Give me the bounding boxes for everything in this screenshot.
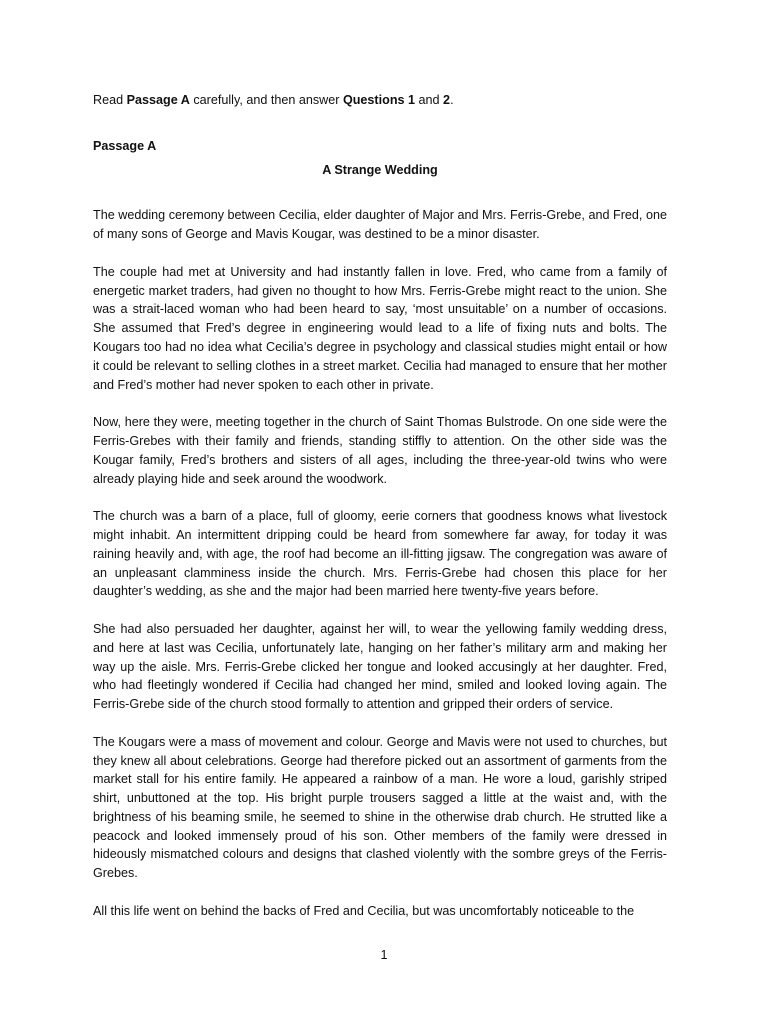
instruction-text: Read — [93, 93, 127, 107]
page-number: 1 — [380, 948, 388, 962]
instruction-text: carefully, and then answer — [189, 93, 343, 107]
instruction-question-2-ref: 2 — [443, 93, 451, 107]
instruction-passage-ref: Passage A — [126, 93, 190, 107]
paragraph: The wedding ceremony between Cecilia, elder daughter of Major and Mrs. Ferris-Grebe, and Fred, one of many sons of George and Mavis Kougar, was destined to be a minor disaster. — [93, 208, 667, 242]
paragraph: The couple had met at University and had instantly fallen in love. Fred, who came from a family of energetic market traders, had given no thought to how Mrs. Ferris-Grebe might react to the union. She was a strait-laced woman who had been heard to say, ‘most unsuitable’ on a number of occasions. She assumed that Fred’s degree in engineering would lead to a life of fixing nuts and bolts. The Kougars too had no idea what Cecilia’s degree in psychology and classical studies might entail or how it could be relevant to selling clothes in a street market. Cecilia had managed to ensure that her mother and Fred’s mother had never spoken to each other in private. — [93, 264, 667, 392]
paragraph: All this life went on behind the backs of Fred and Cecilia, but was uncomfortably noticeable to the — [93, 903, 635, 918]
passage-title: A Strange Wedding — [322, 162, 438, 177]
instruction-text: and — [415, 93, 444, 107]
instruction-line — [93, 91, 667, 110]
instruction-questions-ref: Questions 1 — [342, 93, 416, 107]
page-content — [93, 91, 667, 939]
paragraph: She had also persuaded her daughter, against her will, to wear the yellowing family wedding dress, and here at last was Cecilia, unfortunately late, hanging on her father’s military arm and making her way up the aisle. Mrs. Ferris-Grebe clicked her tongue and looked accusingly at her daughter. Fred, who had fleetingly wondered if Cecilia had changed her mind, smiled and looked loving again. The Ferris-Grebe side of the church stood formally to attention and gripped their orders of service. — [93, 621, 667, 712]
paragraph: The church was a barn of a place, full of gloomy, eerie corners that goodness knows what livestock might inhabit. An intermittent dripping could be heard from somewhere far away, for today it was raining heavily and, with age, the roof had become an ill-fitting jigsaw. The congregation was aware of an unpleasant clamminess inside the church. Mrs. Ferris-Grebe had chosen this place for her daughter’s wedding, as she and the major had been married here twenty-five years before. — [93, 509, 667, 599]
instruction-text: . — [450, 93, 454, 107]
paragraph: The Kougars were a mass of movement and colour. George and Mavis were not used to churches, but they knew all about celebrations. George had therefore picked out an assortment of garments from the market stall for his entire family. He appeared a rainbow of a man. He wore a loud, garishly striped shirt, unbuttoned at the top. His bright purple trousers sagged a little at the waist and, with the brightness of his beaming smile, he seemed to shine in the otherwise drab church. He strutted like a peacock and looked immensely proud of his son. Other members of the family were dressed in hideously mismatched colours and designs that clashed violently with the sombre greys of the Ferris- Grebes. — [93, 734, 667, 881]
paragraph: Now, here they were, meeting together in the church of Saint Thomas Bulstrode. On one side were the Ferris-Grebes with their family and friends, standing stiffly to attention. On the other side was the Kougar family, Fred’s brothers and sisters of all ages, including the three-year-old twins who were already playing hide and seek around the woodwork. — [93, 415, 667, 486]
passage-label: Passage A — [93, 138, 157, 153]
